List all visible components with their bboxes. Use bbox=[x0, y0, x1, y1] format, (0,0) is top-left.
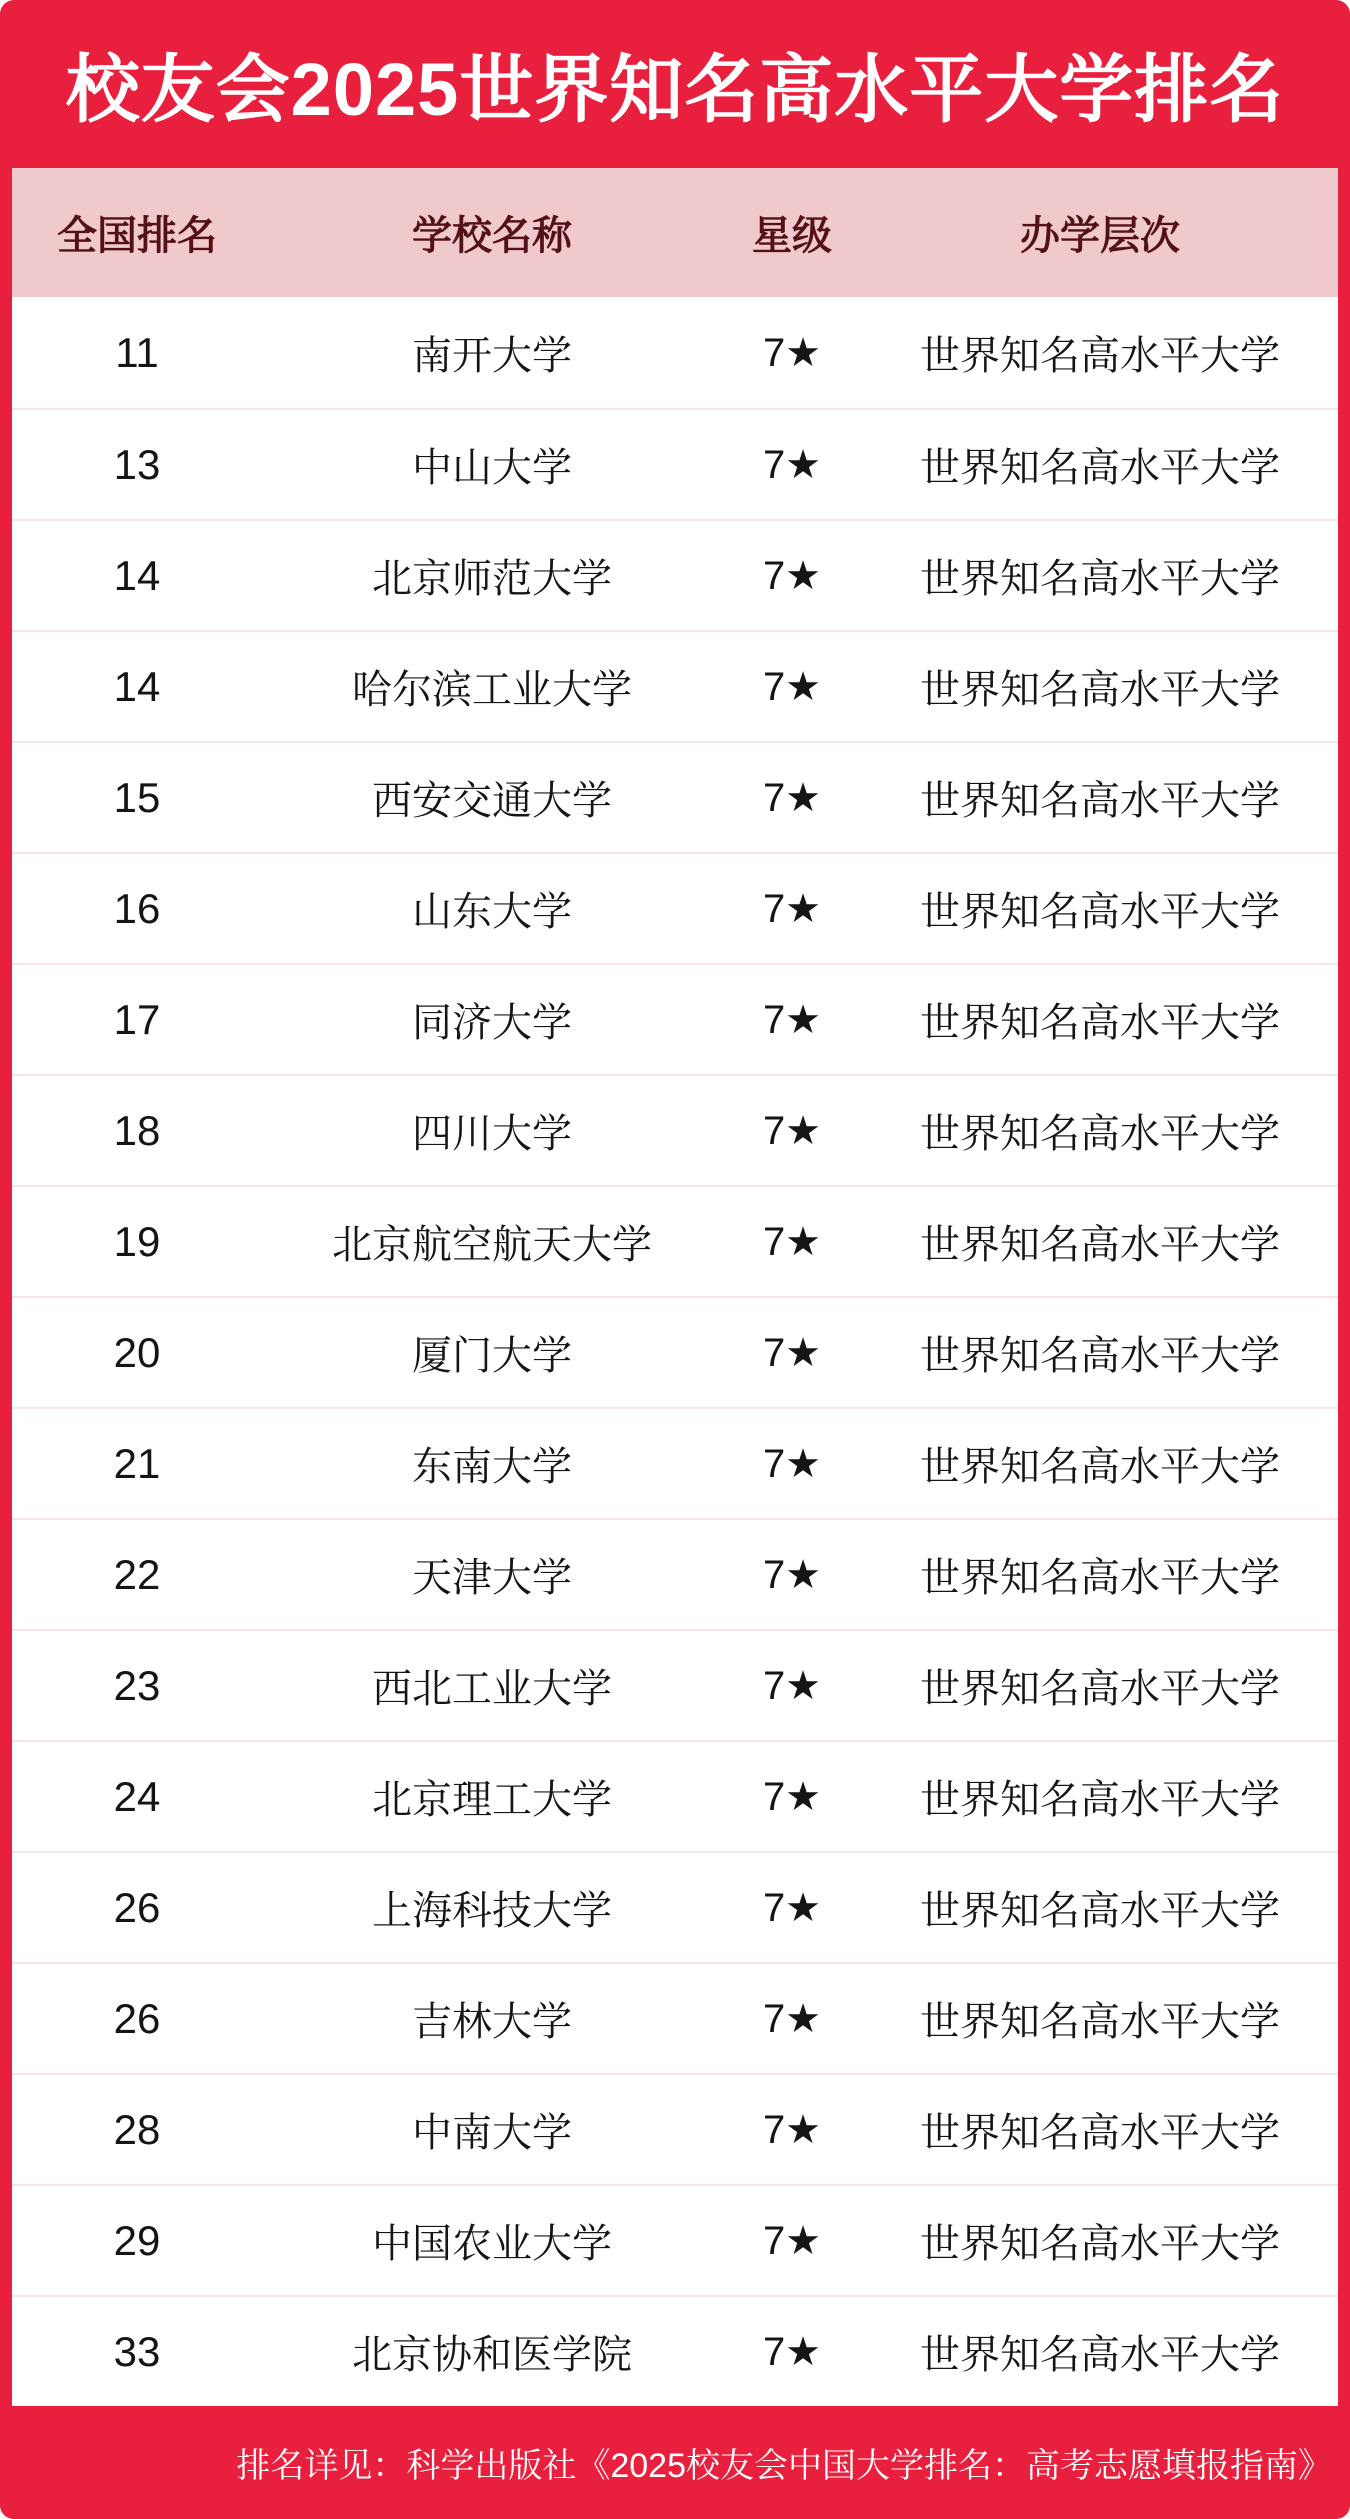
table-row bbox=[12, 963, 1338, 1074]
school-cell: 北京协和医学院 bbox=[352, 2333, 632, 2377]
star-cell: 7★ bbox=[762, 1885, 822, 1930]
star-cell: 7★ bbox=[762, 1108, 822, 1153]
table-row bbox=[12, 1407, 1338, 1518]
star-cell: 7★ bbox=[762, 997, 822, 1042]
school-cell: 中国农业大学 bbox=[372, 2222, 612, 2266]
header-cell-school: 学校名称 bbox=[412, 214, 572, 258]
level-cell: 世界知名高水平大学 bbox=[920, 2111, 1280, 2155]
school-cell: 南开大学 bbox=[412, 334, 572, 378]
rank-cell: 22 bbox=[113, 1550, 161, 1598]
star-cell: 7★ bbox=[762, 886, 822, 931]
school-cell: 同济大学 bbox=[412, 1001, 572, 1045]
star-cell: 7★ bbox=[762, 2329, 822, 2374]
rank-cell: 23 bbox=[113, 1661, 161, 1709]
school-cell: 哈尔滨工业大学 bbox=[352, 668, 632, 712]
table-row bbox=[12, 1962, 1338, 2073]
rank-cell: 16 bbox=[113, 884, 161, 932]
table-row bbox=[12, 2295, 1338, 2406]
star-cell: 7★ bbox=[762, 1774, 822, 1819]
level-cell: 世界知名高水平大学 bbox=[920, 668, 1280, 712]
school-cell: 北京理工大学 bbox=[372, 1778, 612, 1822]
level-cell: 世界知名高水平大学 bbox=[920, 1001, 1280, 1045]
rank-cell: 21 bbox=[113, 1439, 161, 1487]
rank-cell: 24 bbox=[113, 1772, 161, 1820]
school-cell: 东南大学 bbox=[412, 1445, 572, 1489]
header-cell-rank: 全国排名 bbox=[57, 214, 217, 258]
header-cell-star: 星级 bbox=[752, 214, 832, 258]
table-row bbox=[12, 2073, 1338, 2184]
star-cell: 7★ bbox=[762, 1219, 822, 1264]
table-row bbox=[12, 297, 1338, 408]
footer-note: 排名详见：科学出版社《2025校友会中国大学排名：高考志愿填报指南》 bbox=[236, 2447, 1332, 2485]
school-cell: 厦门大学 bbox=[412, 1334, 572, 1378]
level-cell: 世界知名高水平大学 bbox=[920, 890, 1280, 934]
rank-cell: 20 bbox=[113, 1328, 161, 1376]
level-cell: 世界知名高水平大学 bbox=[920, 1112, 1280, 1156]
rank-cell: 11 bbox=[115, 328, 159, 376]
rank-cell: 18 bbox=[113, 1106, 161, 1154]
rank-cell: 26 bbox=[113, 1883, 161, 1931]
table-body bbox=[12, 297, 1338, 2406]
level-cell: 世界知名高水平大学 bbox=[920, 2333, 1280, 2377]
star-cell: 7★ bbox=[762, 2107, 822, 2152]
school-cell: 天津大学 bbox=[412, 1556, 572, 1600]
star-cell: 7★ bbox=[762, 2218, 822, 2263]
school-cell: 上海科技大学 bbox=[372, 1889, 612, 1933]
rank-cell: 33 bbox=[113, 2327, 161, 2375]
school-cell: 四川大学 bbox=[412, 1112, 572, 1156]
school-cell: 北京航空航天大学 bbox=[332, 1223, 652, 1267]
table-row bbox=[12, 2184, 1338, 2295]
rank-cell: 28 bbox=[113, 2105, 161, 2153]
table-row bbox=[12, 519, 1338, 630]
star-cell: 7★ bbox=[762, 664, 822, 709]
table-row bbox=[12, 852, 1338, 963]
star-cell: 7★ bbox=[762, 1552, 822, 1597]
school-cell: 北京师范大学 bbox=[372, 557, 612, 601]
table-row bbox=[12, 1185, 1338, 1296]
level-cell: 世界知名高水平大学 bbox=[920, 1556, 1280, 1600]
table-row bbox=[12, 1851, 1338, 1962]
rank-cell: 13 bbox=[113, 440, 161, 488]
school-cell: 西安交通大学 bbox=[372, 779, 612, 823]
level-cell: 世界知名高水平大学 bbox=[920, 1334, 1280, 1378]
level-cell: 世界知名高水平大学 bbox=[920, 1889, 1280, 1933]
table-row bbox=[12, 741, 1338, 852]
school-cell: 中山大学 bbox=[412, 446, 572, 490]
school-cell: 中南大学 bbox=[412, 2111, 572, 2155]
school-cell: 吉林大学 bbox=[412, 2000, 572, 2044]
rank-cell: 14 bbox=[113, 662, 161, 710]
table-row bbox=[12, 1074, 1338, 1185]
star-cell: 7★ bbox=[762, 775, 822, 820]
level-cell: 世界知名高水平大学 bbox=[920, 334, 1280, 378]
level-cell: 世界知名高水平大学 bbox=[920, 1445, 1280, 1489]
table-row bbox=[12, 1740, 1338, 1851]
rank-cell: 19 bbox=[113, 1217, 161, 1265]
rank-cell: 17 bbox=[113, 995, 161, 1043]
level-cell: 世界知名高水平大学 bbox=[920, 1223, 1280, 1267]
level-cell: 世界知名高水平大学 bbox=[920, 2222, 1280, 2266]
level-cell: 世界知名高水平大学 bbox=[920, 779, 1280, 823]
table-row bbox=[12, 408, 1338, 519]
page-title: 校友会2025世界知名高水平大学排名 bbox=[65, 48, 1285, 131]
star-cell: 7★ bbox=[762, 1441, 822, 1486]
level-cell: 世界知名高水平大学 bbox=[920, 1778, 1280, 1822]
star-cell: 7★ bbox=[762, 330, 822, 375]
star-cell: 7★ bbox=[762, 1330, 822, 1375]
table-row bbox=[12, 1518, 1338, 1629]
school-cell: 山东大学 bbox=[412, 890, 572, 934]
level-cell: 世界知名高水平大学 bbox=[920, 446, 1280, 490]
rank-cell: 29 bbox=[113, 2216, 161, 2264]
table-row bbox=[12, 1629, 1338, 1740]
header-cell-level: 办学层次 bbox=[1020, 214, 1180, 258]
table-header bbox=[12, 168, 1338, 297]
star-cell: 7★ bbox=[762, 442, 822, 487]
footer bbox=[0, 2406, 1350, 2519]
table-row bbox=[12, 1296, 1338, 1407]
rank-cell: 14 bbox=[113, 551, 161, 599]
star-cell: 7★ bbox=[762, 553, 822, 598]
level-cell: 世界知名高水平大学 bbox=[920, 1667, 1280, 1711]
school-cell: 西北工业大学 bbox=[372, 1667, 612, 1711]
table-row bbox=[12, 630, 1338, 741]
level-cell: 世界知名高水平大学 bbox=[920, 2000, 1280, 2044]
level-cell: 世界知名高水平大学 bbox=[920, 557, 1280, 601]
star-cell: 7★ bbox=[762, 1663, 822, 1708]
rank-cell: 26 bbox=[113, 1994, 161, 2042]
star-cell: 7★ bbox=[762, 1996, 822, 2041]
rank-cell: 15 bbox=[113, 773, 161, 821]
